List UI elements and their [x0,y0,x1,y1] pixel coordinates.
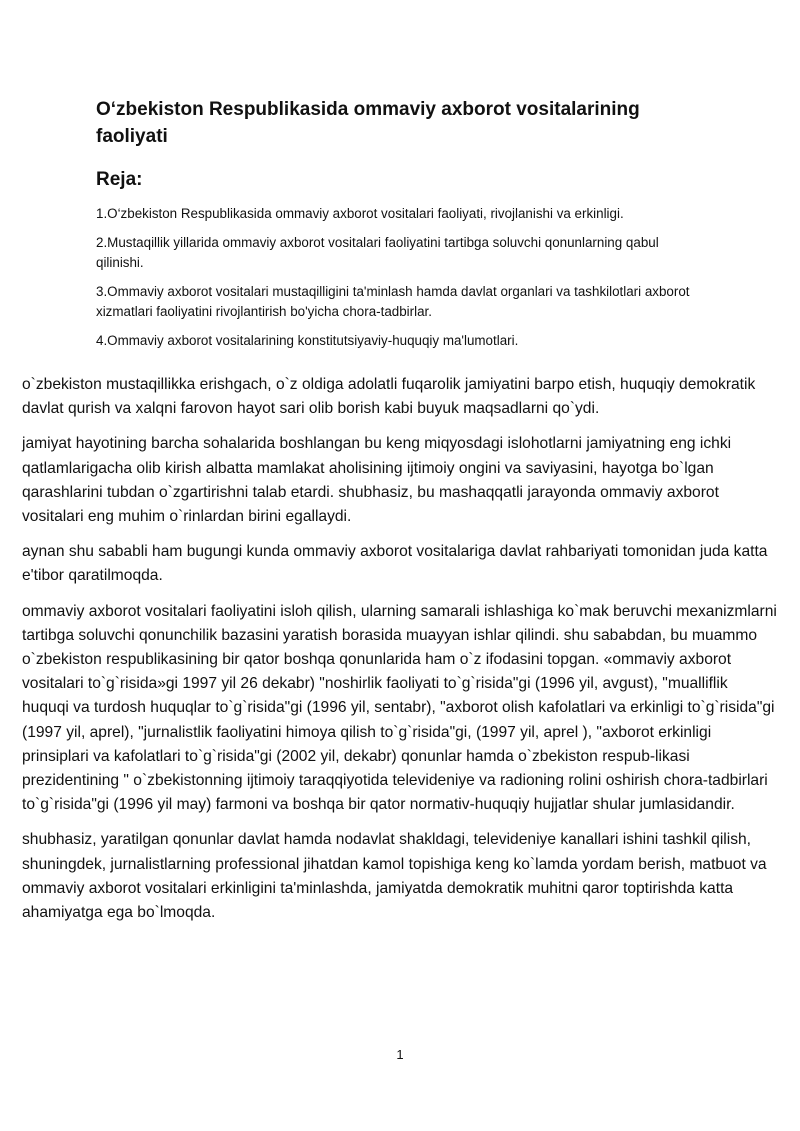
plan-list [96,204,706,360]
paragraph: o`zbekiston mustaqillikka erishgach, o`z oldiga adolatli fuqarolik jamiyatini barpo etish, huquqiy demokratik davlat qurish va xalqni farovon hayot sari olib borish kabi buyuk maqsadlarni qo`ydi. [22,376,756,418]
paragraph: jamiyat hayotining barcha sohalarida boshlangan bu keng miqyosdagi islohotlarni jamiyatning eng ichki qatlamlarigacha olib kirish albatta mamlakat aholisining ijtimoiy ongini va saviyasini, hayotga bo`lgan qarashlarini tubdan o`zgartirishni talab etardi. shubhasiz, bu mashaqqatli jarayonda ommaviy axborot vositalari eng muhim o`rinlardan birini egallaydi. [22,435,732,526]
body-text [22,373,778,936]
plan-item: 4.Ommaviy axborot vositalarining konstitutsiyaviy-huquqiy ma'lumotlari. [96,333,519,348]
plan-heading: Reja: [96,169,143,190]
document-title: O‘zbekiston Respublikasida ommaviy axborot vositalarining faoliyati [96,99,640,147]
paragraph: ommaviy axborot vositalari faoliyatini isloh qilish, ularning samarali ishlashiga ko`mak beruvchi mexanizmlarni tartibga soluvchi qonunchilik bazasini yaratish borasida muayyan ishlar qilindi. shu sababdan, bu muammo o`zbekiston respublikasining bir qator boshqa qonunlarida ham o`z ifodasini topgan. «ommaviy axborot vositalari to`g`risida»gi 1997 yil 26 dekabr) "noshirlik faoliyati to`g`risida"gi (1996 yil, avgust), "mualliflik huquqi va turdosh huquqlar to`g`risida"gi (1996 yil, sentabr), "axborot olish kafolatlari va erkinligi to`g`risida"gi (1997 yil, aprel), "jurnalistlik faoliyatini himoya qilish to`g`risida"gi, (1997 yil, aprel ), "axborot erkinligi prinsiplari va kafolatlari to`g`risida"gi (2002 yil, dekabr) qonunlar hamda o`zbekiston respub-likasi prezidentining " o`zbekistonning ijtimoiy taraqqiyotida televideniye va radioning rolini oshirish chora-tadbirlari to`g`risida"gi (1996 yil may) farmoni va boshqa bir qator normativ-huquqiy hujjatlar shular jumlasidandir. [22,602,777,814]
plan-item: 3.Ommaviy axborot vositalari mustaqilligini ta'minlash hamda davlat organlari va tashkilotlari axborot xizmatlari faoliyatini rivojlantirish bo'yicha chora-tadbirlar. [96,284,690,319]
paragraph: shubhasiz, yaratilgan qonunlar davlat hamda nodavlat shakldagi, televideniye kanallari ishini tashkil qilish, shuningdek, jurnalistlarning professional jihatdan kamol topishiga keng ko`lamda yordam berish, matbuot va ommaviy axborot vositalari erkinligini ta'minlashda, jamiyatda demokratik muhitni qaror toptirishda katta ahamiyatga ega bo`lmoqda. [22,831,767,922]
plan-item: 2.Mustaqillik yillarida ommaviy axborot vositalari faoliyatini tartibga soluvchi qonunlarning qabul qilinishi. [96,235,659,270]
page-number: 1 [396,1047,404,1062]
plan-item: 1.O‘zbekiston Respublikasida ommaviy axborot vositalari faoliyati, rivojlanishi va erkinligi. [96,206,624,221]
paragraph: aynan shu sababli ham bugungi kunda ommaviy axborot vositalariga davlat rahbariyati tomonidan juda katta e'tibor qaratilmoqda. [22,543,768,585]
